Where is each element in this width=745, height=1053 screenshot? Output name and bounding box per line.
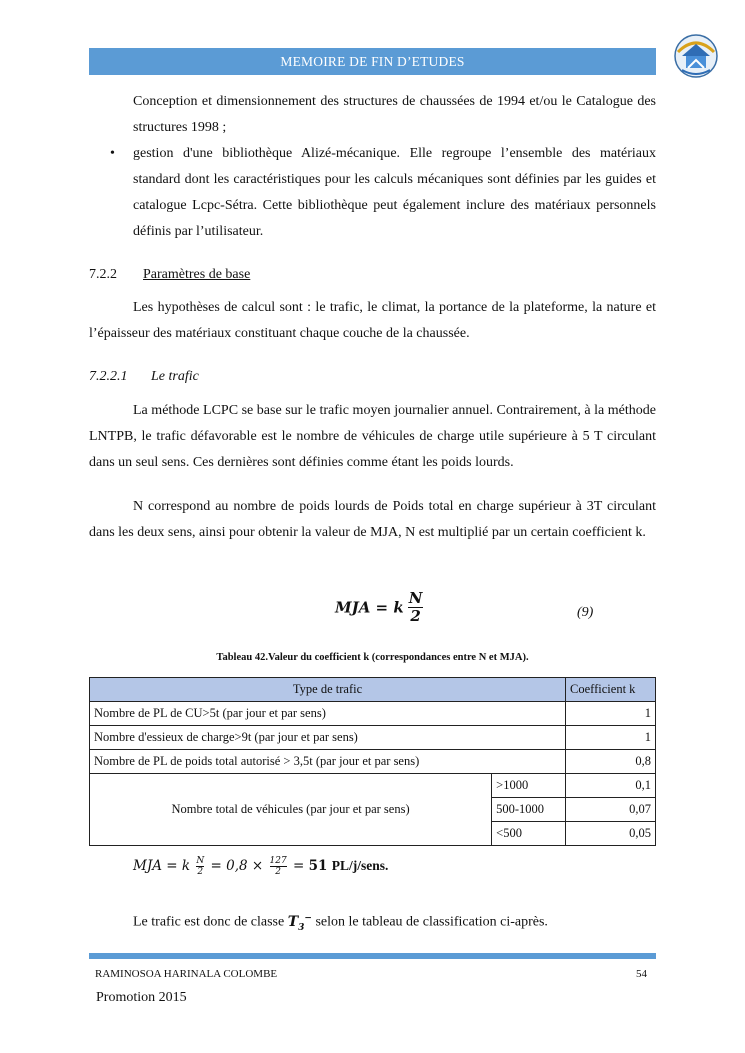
- paragraph-lcpc: La méthode LCPC se base sur le trafic moyen journalier annuel. Contrairement, à la méthode LNTPB, le trafic défavorable est le nombre de véhicules de charge utile supérieure à 5 T circulant dans un seul sens. Ces dernières sont définies comme étant les poids lourds.: [89, 403, 656, 470]
- traffic-class-symbol: $T_3^-$: [287, 913, 312, 933]
- table-row: [90, 726, 656, 750]
- subsection-heading-7-2-2-1: [89, 366, 199, 388]
- bullet-paragraph: gestion d'une bibliothèque Alizé-mécanique. Elle regroupe l’ensemble des matériaux standard dont les caractéristiques pour les calculs mécaniques sont définies par les guides et catalogue Lcpc-Sétra. Cette bibliothèque peut également inclure des matériaux personnels définis par l’utilisateur.: [133, 146, 656, 239]
- classification-text-end: selon le tableau de classification ci-après.: [315, 914, 548, 930]
- row-value: 1: [566, 726, 656, 750]
- header-coefficient-k: Coefficient k: [566, 678, 656, 702]
- row-label: Nombre d'essieux de charge>9t (par jour et par sens): [90, 726, 566, 750]
- table-row: [90, 750, 656, 774]
- calc-result: 51: [308, 858, 328, 874]
- section-heading-7-2-2: [89, 264, 250, 286]
- running-header: MEMOIRE DE FIN D’ETUDES: [89, 48, 656, 75]
- calc-equals: =: [293, 858, 305, 874]
- calc-denominator: 2: [197, 867, 204, 877]
- equation-denominator: 2: [410, 607, 421, 625]
- calc-fraction-127: [270, 856, 287, 877]
- subsection-number: 7.2.2.1: [89, 369, 128, 384]
- table-caption: Tableau 42.Valeur du coefficient k (correspondances entre N et MJA).: [216, 652, 529, 663]
- paragraph-continuation: Conception et dimensionnement des structures de chaussées de 1994 et/ou le Catalogue des structures 1998 ;: [133, 94, 656, 135]
- header-type-trafic: Type de trafic: [90, 678, 566, 702]
- calc-numerator: 127: [269, 856, 287, 866]
- row-label: Nombre de PL de poids total autorisé > 3,5t (par jour et par sens): [90, 750, 566, 774]
- equation-mja: [335, 590, 423, 625]
- row-value: 1: [566, 702, 656, 726]
- paragraph-n-definition: N correspond au nombre de poids lourds de Poids total en charge supérieur à 3T circulant dans les deux sens, ainsi pour obtenir la valeur de MJA, N est multiplié par un certain coefficient k.: [89, 499, 656, 540]
- range-cell: >1000: [492, 774, 566, 798]
- paragraph-hypotheses: Les hypothèses de calcul sont : le trafic, le climat, la portance de la plateforme, la nature et l’épaisseur des matériaux constituant chaque couche de la chaussée.: [89, 300, 656, 341]
- paragraph-classification: [133, 906, 548, 939]
- section-number: 7.2.2: [89, 267, 117, 282]
- footer-promotion: Promotion 2015: [96, 990, 187, 1005]
- range-cell: <500: [492, 822, 566, 846]
- equation-fraction: [408, 590, 424, 625]
- mja-calculation: [133, 856, 388, 877]
- equation-numerator: N: [408, 589, 423, 607]
- footer-rule: [89, 953, 656, 959]
- calc-fraction-n: [196, 856, 204, 877]
- table-header-row: [90, 678, 656, 702]
- page-number: 54: [636, 968, 647, 980]
- classification-text: Le trafic est donc de classe: [133, 914, 285, 930]
- calc-denominator: 2: [275, 867, 281, 877]
- equation-lhs: MJA = k: [335, 598, 404, 617]
- calc-unit: PL/j/sens.: [331, 858, 389, 873]
- calc-numerator: N: [196, 856, 205, 866]
- section-title: Paramètres de base: [143, 267, 251, 282]
- row-value: 0,07: [566, 798, 656, 822]
- calc-prefix: MJA = k: [133, 858, 191, 874]
- row-label: Nombre de PL de CU>5t (par jour et par sens): [90, 702, 566, 726]
- table-row: [90, 774, 656, 798]
- bullet-marker: •: [110, 146, 115, 161]
- university-logo-icon: [672, 32, 720, 80]
- subsection-title: Le trafic: [151, 369, 199, 384]
- coefficient-table: [89, 677, 656, 846]
- row-value: 0,1: [566, 774, 656, 798]
- footer-author: RAMINOSOA HARINALA COLOMBE: [95, 968, 278, 980]
- row-value: 0,8: [566, 750, 656, 774]
- table-row: [90, 702, 656, 726]
- range-cell: 500-1000: [492, 798, 566, 822]
- equation-number: (9): [577, 605, 594, 620]
- row-value: 0,05: [566, 822, 656, 846]
- group-label: Nombre total de véhicules (par jour et par sens): [90, 774, 492, 846]
- calc-middle: = 0,8 ×: [210, 858, 264, 874]
